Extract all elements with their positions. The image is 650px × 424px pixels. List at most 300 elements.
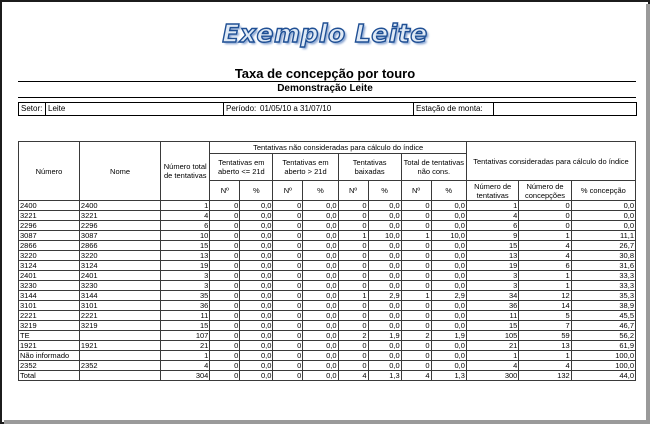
table-cell: Não informado	[19, 351, 80, 361]
table-cell: 21	[466, 341, 518, 351]
table-cell: 1	[519, 231, 571, 241]
table-cell: 0	[273, 231, 303, 241]
table-cell: 2,9	[431, 291, 466, 301]
table-cell: 0,0	[431, 211, 466, 221]
table-cell: 0	[401, 261, 431, 271]
table-cell: 1,3	[368, 371, 401, 381]
setor-field	[45, 103, 224, 115]
table-cell: 0	[338, 271, 368, 281]
table-cell: 36	[161, 301, 210, 311]
table-cell: 10,0	[368, 231, 401, 241]
table-cell: 0,0	[368, 341, 401, 351]
table-cell: 2352	[79, 361, 160, 371]
table-cell: 4	[338, 371, 368, 381]
table-cell: 35	[161, 291, 210, 301]
table-cell: 1	[161, 351, 210, 361]
table-cell: 56,2	[571, 331, 635, 341]
table-cell: 0,0	[368, 351, 401, 361]
table-cell: 0	[273, 211, 303, 221]
table-cell: 0,0	[303, 281, 338, 291]
table-cell: 26,7	[571, 241, 635, 251]
table-cell: 1	[338, 291, 368, 301]
table-row	[19, 221, 636, 231]
table-cell: 0,0	[303, 361, 338, 371]
table-cell: 4	[401, 371, 431, 381]
table-cell: 6	[519, 261, 571, 271]
table-cell: 3	[466, 281, 518, 291]
table-cell: 7	[519, 321, 571, 331]
table-cell: 0,0	[368, 241, 401, 251]
table-cell: 0	[338, 281, 368, 291]
table-cell: 3087	[79, 231, 160, 241]
table-row	[19, 241, 636, 251]
table-row	[19, 331, 636, 341]
table-cell: 2	[401, 331, 431, 341]
table-cell: 100,0	[571, 361, 635, 371]
table-cell: 0,0	[431, 221, 466, 231]
table-cell: 0,0	[431, 351, 466, 361]
periodo-label: Período:	[226, 104, 257, 113]
table-cell: 0	[338, 301, 368, 311]
group-nao-consideradas: Tentativas não consideradas para cálculo do índice	[210, 142, 467, 154]
table-cell: 0,0	[303, 221, 338, 231]
table-cell: 0,0	[303, 231, 338, 241]
table-row	[19, 231, 636, 241]
table-cell: 46,7	[571, 321, 635, 331]
table-cell: Total	[19, 371, 80, 381]
col-total-nao-cons: Total de tentativas não cons.	[401, 154, 466, 181]
table-cell: 14	[519, 301, 571, 311]
table-cell: 132	[519, 371, 571, 381]
table-cell: 0	[401, 351, 431, 361]
col-aberto-gt21: Tentativas em aberto > 21d	[273, 154, 338, 181]
table-cell: 0,0	[240, 221, 273, 231]
table-cell: 0,0	[368, 281, 401, 291]
table-cell: 0,0	[303, 331, 338, 341]
table-cell: 0	[210, 281, 240, 291]
table-cell: 0	[210, 361, 240, 371]
table-cell: 4	[466, 211, 518, 221]
table-cell: 61,9	[571, 341, 635, 351]
table-cell: 3	[161, 281, 210, 291]
table-cell: 0,0	[303, 301, 338, 311]
table-row	[19, 371, 636, 381]
table-cell: 0,0	[240, 261, 273, 271]
table-cell: 1	[519, 351, 571, 361]
table-cell: 3219	[79, 321, 160, 331]
table-cell: 3219	[19, 321, 80, 331]
table-row	[19, 311, 636, 321]
table-cell: 0	[210, 311, 240, 321]
table-cell: 0	[338, 311, 368, 321]
table-cell: 0	[338, 361, 368, 371]
table-cell: 0,0	[303, 291, 338, 301]
setor-label: Setor:	[21, 104, 43, 113]
table-cell: 0,0	[571, 221, 635, 231]
table-row	[19, 291, 636, 301]
table-cell: 1921	[79, 341, 160, 351]
table-cell: 38,9	[571, 301, 635, 311]
table-cell: 0,0	[431, 321, 466, 331]
table-cell: 0,0	[240, 341, 273, 351]
table-cell: 0,0	[303, 311, 338, 321]
table-cell: 0,0	[431, 241, 466, 251]
table-cell: 0	[210, 211, 240, 221]
table-cell: 0,0	[240, 281, 273, 291]
table-cell: 4	[161, 211, 210, 221]
table-cell: 0	[273, 251, 303, 261]
table-cell: 1	[466, 351, 518, 361]
col-n: Nº	[338, 181, 368, 201]
col-total-tentativas: Número total de tentativas	[161, 142, 210, 201]
table-cell: 105	[466, 331, 518, 341]
table-cell: 4	[519, 241, 571, 251]
table-cell: 0	[210, 331, 240, 341]
table-row	[19, 211, 636, 221]
table-cell: 0,0	[240, 371, 273, 381]
table-cell: 0	[401, 241, 431, 251]
table-cell: 0,0	[368, 271, 401, 281]
table-cell: 0	[401, 321, 431, 331]
estacao-label: Estação de monta:	[416, 104, 483, 113]
table-cell: 0	[401, 271, 431, 281]
table-cell: 0	[401, 311, 431, 321]
table-cell: 0,0	[431, 361, 466, 371]
table-cell: 0,0	[303, 201, 338, 211]
col-pct: %	[368, 181, 401, 201]
table-cell: 0	[210, 351, 240, 361]
table-row	[19, 301, 636, 311]
table-cell: 2400	[79, 201, 160, 211]
table-cell: 1921	[19, 341, 80, 351]
table-cell: 0,0	[240, 321, 273, 331]
table-cell: 0	[210, 291, 240, 301]
table-cell: 300	[466, 371, 518, 381]
table-cell: 0,0	[368, 311, 401, 321]
table-cell: 4	[161, 361, 210, 371]
table-cell: 0,0	[240, 201, 273, 211]
table-cell: TE	[19, 331, 80, 341]
table-cell: 0,0	[303, 261, 338, 271]
table-cell: 0	[210, 241, 240, 251]
table-cell: 2400	[19, 201, 80, 211]
table-cell: 0	[273, 291, 303, 301]
table-cell: 15	[161, 321, 210, 331]
table-cell: 4	[519, 251, 571, 261]
table-cell: 0,0	[240, 211, 273, 221]
table-cell: 0	[338, 351, 368, 361]
window-shadow-right	[646, 4, 650, 424]
table-cell: 0,0	[431, 251, 466, 261]
table-cell: 1,9	[368, 331, 401, 341]
col-pct: %	[240, 181, 273, 201]
table-cell: 0	[273, 271, 303, 281]
table-cell: 15	[466, 241, 518, 251]
table-cell: 0,0	[368, 221, 401, 231]
table-cell: 0	[210, 251, 240, 261]
table-cell: 2296	[79, 221, 160, 231]
table-cell: 13	[161, 251, 210, 261]
table-cell: 3144	[19, 291, 80, 301]
table-cell: 0,0	[303, 241, 338, 251]
table-cell: 0	[338, 211, 368, 221]
table-cell	[79, 331, 160, 341]
table-cell: 0	[210, 201, 240, 211]
table-cell: 0	[338, 261, 368, 271]
table-cell: 0,0	[368, 321, 401, 331]
table-cell: 0	[401, 251, 431, 261]
table-cell: 304	[161, 371, 210, 381]
table-cell: 15	[466, 321, 518, 331]
table-cell: 0,0	[431, 261, 466, 271]
table-cell: 33,3	[571, 281, 635, 291]
table-row	[19, 321, 636, 331]
table-cell: 0,0	[240, 251, 273, 261]
table-cell: 3230	[19, 281, 80, 291]
table-cell: 0,0	[431, 341, 466, 351]
table-cell: 0,0	[303, 211, 338, 221]
table-cell: 0	[273, 341, 303, 351]
col-nome: Nome	[79, 142, 160, 201]
table-cell: 0,0	[303, 271, 338, 281]
col-n: Nº	[210, 181, 240, 201]
table-cell	[79, 351, 160, 361]
table-cell: 0,0	[240, 291, 273, 301]
table-cell: 0	[401, 361, 431, 371]
table-cell: 13	[466, 251, 518, 261]
table-cell: 3087	[19, 231, 80, 241]
col-num-tentativas: Número de tentativas	[466, 181, 518, 201]
setor-value: Leite	[48, 104, 66, 113]
table-cell: 3230	[79, 281, 160, 291]
table-cell: 0	[401, 201, 431, 211]
table-cell: 0,0	[240, 241, 273, 251]
table-cell: 3144	[79, 291, 160, 301]
table-cell: 0,0	[431, 201, 466, 211]
table-cell: 59	[519, 331, 571, 341]
table-cell: 0	[273, 331, 303, 341]
table-cell: 2221	[19, 311, 80, 321]
table-cell: 0,0	[571, 211, 635, 221]
table-cell: 3	[466, 271, 518, 281]
col-pct-concepcao: % concepção	[571, 181, 635, 201]
table-cell: 0	[273, 241, 303, 251]
table-cell: 3221	[79, 211, 160, 221]
table-cell: 0	[338, 251, 368, 261]
table-cell: 0	[273, 301, 303, 311]
table-cell: 0	[273, 261, 303, 271]
table-cell: 0,0	[240, 351, 273, 361]
table-cell: 10,0	[431, 231, 466, 241]
table-cell: 1,3	[431, 371, 466, 381]
table-cell: 107	[161, 331, 210, 341]
table-cell: 36	[466, 301, 518, 311]
table-row	[19, 261, 636, 271]
table-row	[19, 271, 636, 281]
table-cell: 11	[466, 311, 518, 321]
estacao-label-cell	[413, 103, 494, 115]
table-cell: 0	[273, 281, 303, 291]
col-baixadas: Tentativas baixadas	[338, 154, 401, 181]
table-cell: 15	[161, 241, 210, 251]
table-cell: 3	[161, 271, 210, 281]
table-cell: 0,0	[368, 211, 401, 221]
table-cell: 3220	[79, 251, 160, 261]
table-cell: 0	[273, 351, 303, 361]
table-row	[19, 251, 636, 261]
table-cell: 0,0	[431, 311, 466, 321]
group-consideradas: Tentativas consideradas para cálculo do índice	[466, 142, 635, 181]
table-cell: 0	[273, 371, 303, 381]
table-cell: 0,0	[303, 251, 338, 261]
filter-bar	[18, 102, 637, 116]
table-cell: 100,0	[571, 351, 635, 361]
estacao-field	[493, 103, 637, 115]
table-cell: 0	[273, 201, 303, 211]
table-cell: 11	[161, 311, 210, 321]
table-cell: 19	[466, 261, 518, 271]
table-cell: 0,0	[303, 371, 338, 381]
table-cell: 31,6	[571, 261, 635, 271]
table-cell: 3221	[19, 211, 80, 221]
table-cell: 30,8	[571, 251, 635, 261]
table-row	[19, 201, 636, 211]
table-cell: 0	[401, 221, 431, 231]
table-cell: 0,0	[368, 361, 401, 371]
col-n: Nº	[401, 181, 431, 201]
table-cell: 1	[338, 231, 368, 241]
table-cell: 1,9	[431, 331, 466, 341]
table-cell: 6	[161, 221, 210, 231]
table-cell: 0,0	[303, 341, 338, 351]
table-cell: 0	[210, 341, 240, 351]
table-cell: 2866	[79, 241, 160, 251]
table-cell: 0	[273, 221, 303, 231]
table-cell: 9	[466, 231, 518, 241]
table-cell: 6	[466, 221, 518, 231]
table-row	[19, 341, 636, 351]
table-cell: 0	[338, 241, 368, 251]
table-cell: 0	[338, 321, 368, 331]
table-cell: 19	[161, 261, 210, 271]
table-cell: 2	[338, 331, 368, 341]
table-cell: 0	[210, 261, 240, 271]
table-cell: 33,3	[571, 271, 635, 281]
table-cell: 0,0	[240, 271, 273, 281]
table-cell: 2401	[19, 271, 80, 281]
table-cell: 0	[401, 281, 431, 291]
table-cell: 0	[401, 211, 431, 221]
table-cell: 0,0	[368, 201, 401, 211]
table-cell: 0	[338, 341, 368, 351]
table-cell: 3124	[79, 261, 160, 271]
col-n: Nº	[273, 181, 303, 201]
table-cell: 0	[273, 321, 303, 331]
table-cell: 2221	[79, 311, 160, 321]
table-cell: 4	[519, 361, 571, 371]
table-cell: 0,0	[240, 331, 273, 341]
table-cell: 0,0	[368, 251, 401, 261]
table-row	[19, 351, 636, 361]
report-subtitle: Demonstração Leite	[277, 83, 373, 94]
table-cell: 0	[210, 321, 240, 331]
table-cell: 44,0	[571, 371, 635, 381]
table-cell: 34	[466, 291, 518, 301]
table-cell: 0,0	[240, 301, 273, 311]
table-cell: 0	[210, 221, 240, 231]
table-row	[19, 361, 636, 371]
table-body	[19, 201, 636, 381]
table-cell: 1	[401, 291, 431, 301]
table-cell: 0,0	[431, 301, 466, 311]
table-cell: 3101	[79, 301, 160, 311]
col-num-concepcoes: Número de concepções	[519, 181, 571, 201]
table-cell	[79, 371, 160, 381]
table-cell: 0,0	[303, 321, 338, 331]
col-numero: Número	[19, 142, 80, 201]
table-cell: 0	[519, 201, 571, 211]
table-cell: 5	[519, 311, 571, 321]
table-cell: 1	[161, 201, 210, 211]
table-cell: 0	[338, 201, 368, 211]
table-cell: 0,0	[240, 361, 273, 371]
table-cell: 0	[210, 301, 240, 311]
title-rule	[18, 81, 636, 82]
table-cell: 12	[519, 291, 571, 301]
table-cell: 3124	[19, 261, 80, 271]
table-cell: 0	[210, 271, 240, 281]
table-cell: 0,0	[368, 261, 401, 271]
table-cell: 2,9	[368, 291, 401, 301]
table-cell: 13	[519, 341, 571, 351]
periodo-value: 01/05/10 a 31/07/10	[260, 104, 332, 113]
table-cell: 0,0	[303, 351, 338, 361]
table-cell: 0	[519, 211, 571, 221]
col-pct: %	[303, 181, 338, 201]
table-cell: 10	[161, 231, 210, 241]
table-cell: 0,0	[240, 231, 273, 241]
table-cell: 2401	[79, 271, 160, 281]
table-cell: 2352	[19, 361, 80, 371]
table-cell: 0	[210, 231, 240, 241]
table-cell: 0	[273, 361, 303, 371]
col-pct: %	[431, 181, 466, 201]
col-aberto-le21: Tentativas em aberto <= 21d	[210, 154, 273, 181]
bull-conception-table	[18, 141, 636, 381]
table-cell: 1	[519, 281, 571, 291]
subtitle-rule	[18, 97, 636, 98]
table-cell: 0	[210, 371, 240, 381]
table-cell: 0	[401, 301, 431, 311]
table-cell: 2866	[19, 241, 80, 251]
table-row	[19, 281, 636, 291]
table-cell: 1	[401, 231, 431, 241]
table-cell: 4	[466, 361, 518, 371]
table-cell: 0,0	[571, 201, 635, 211]
table-cell: 21	[161, 341, 210, 351]
table-cell: 3101	[19, 301, 80, 311]
table-cell: 0	[401, 341, 431, 351]
report-title: Taxa de concepção por touro	[234, 66, 416, 81]
table-cell: 0,0	[431, 281, 466, 291]
table-cell: 35,3	[571, 291, 635, 301]
company-logo: Exemplo Leite	[222, 19, 428, 48]
window-shadow-bottom	[4, 420, 650, 424]
table-cell: 11,1	[571, 231, 635, 241]
table-cell: 0,0	[240, 311, 273, 321]
table-cell: 1	[466, 201, 518, 211]
table-cell: 0,0	[368, 301, 401, 311]
